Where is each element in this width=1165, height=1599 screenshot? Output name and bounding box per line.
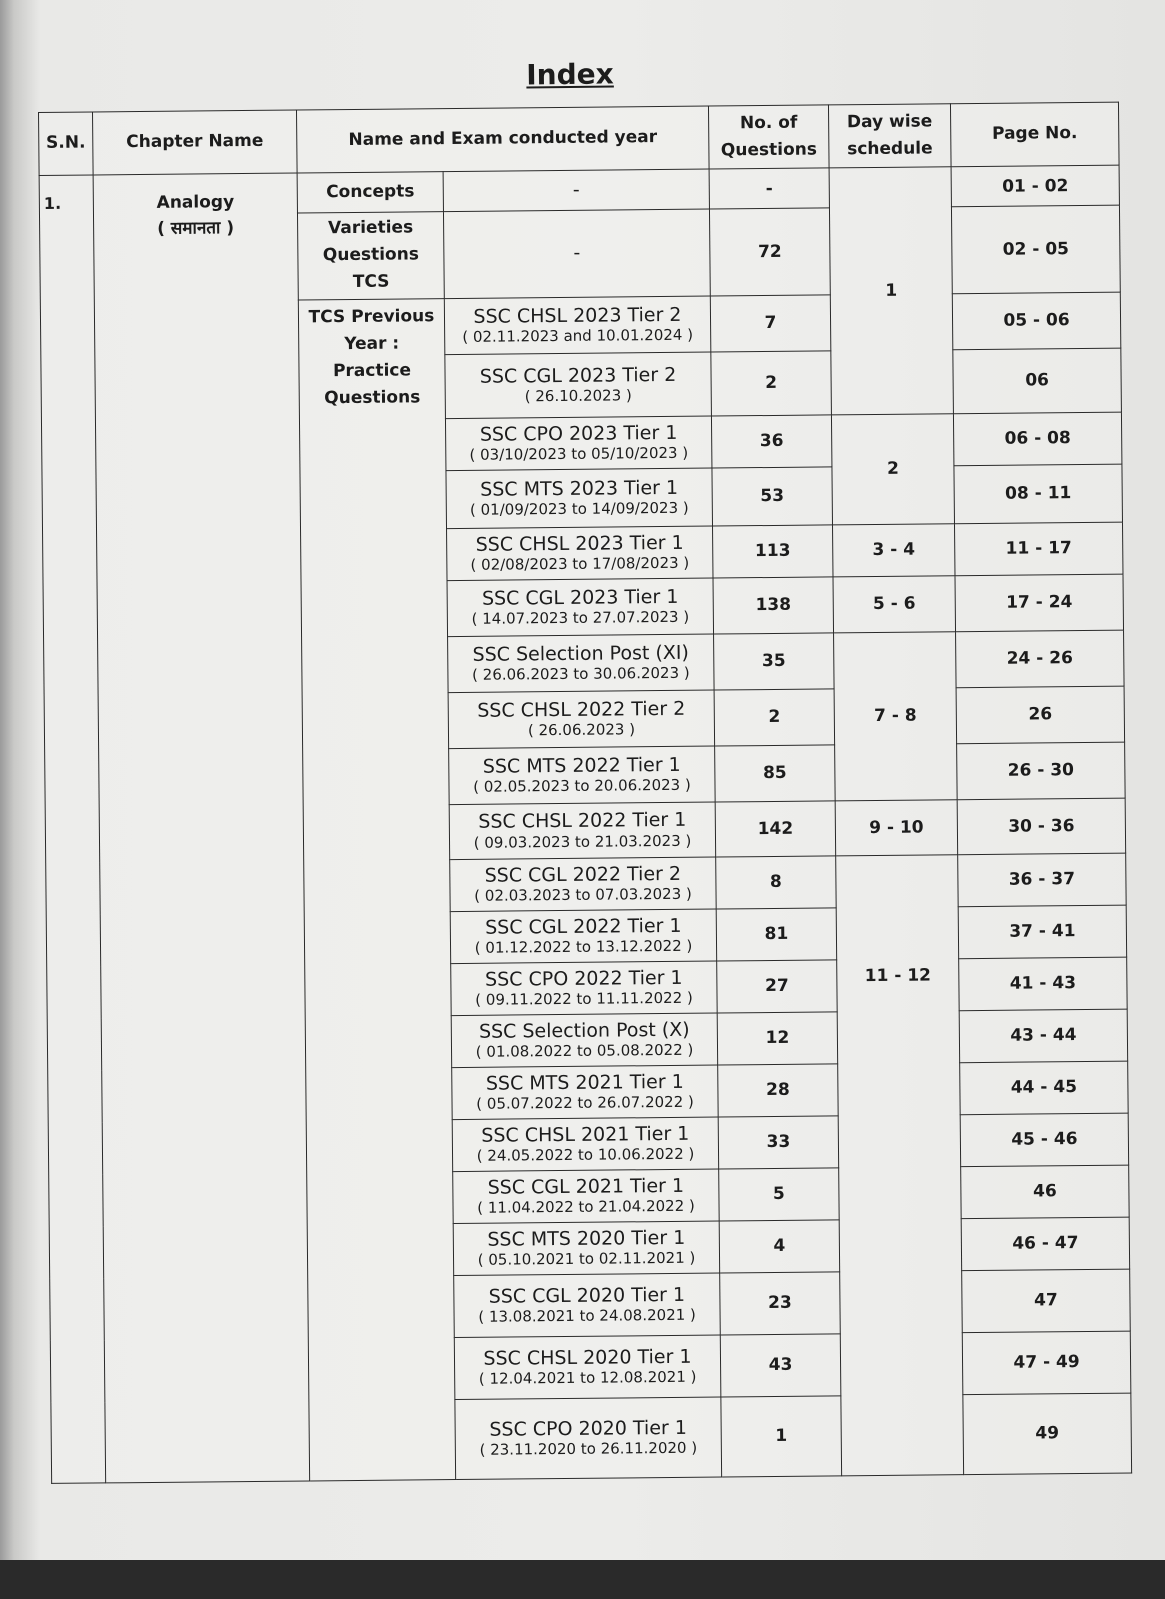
concepts-questions: - [709, 168, 829, 209]
question-count: 23 [720, 1271, 841, 1334]
header-row [39, 102, 1120, 175]
exam-dates: ( 01.12.2022 to 13.12.2022 ) [474, 937, 693, 958]
question-count: 35 [714, 632, 835, 689]
exam-dates: ( 14.07.2023 to 27.07.2023 ) [471, 608, 690, 629]
varieties-page: 02 - 05 [951, 205, 1120, 293]
exam-name: SSC CPO 2023 Tier 1 [479, 421, 678, 446]
header-questions: No. of Questions [708, 105, 829, 169]
page-number: 05 - 06 [952, 292, 1121, 350]
question-count: 4 [719, 1219, 839, 1272]
day-schedule-cell: 1 [829, 167, 953, 415]
question-count: 28 [718, 1063, 838, 1116]
question-count: 2 [711, 350, 832, 415]
exam-cell [449, 802, 716, 860]
exam-name: SSC CHSL 2020 Tier 1 [483, 1345, 692, 1370]
page-number: 06 - 08 [953, 412, 1121, 466]
page-number: 24 - 26 [956, 630, 1125, 688]
exam-dates: ( 05.10.2021 to 02.11.2021 ) [477, 1249, 696, 1270]
page-number: 49 [963, 1393, 1132, 1475]
exam-cell [453, 1169, 719, 1224]
chapter-name: Analogy [156, 192, 235, 213]
question-count: 81 [716, 907, 836, 960]
exam-cell [454, 1335, 721, 1400]
page-number: 11 - 17 [954, 522, 1122, 576]
header-chapter: Chapter Name [93, 110, 298, 175]
header-page: Page No. [950, 102, 1119, 167]
exam-cell [448, 690, 715, 749]
question-count: 43 [720, 1333, 841, 1396]
varieties-exam: - [443, 209, 710, 298]
exam-name: SSC Selection Post (X) [478, 1018, 690, 1043]
chapter-name-hindi: ( समानता ) [157, 217, 235, 239]
day-schedule-cell: 7 - 8 [834, 631, 958, 800]
exam-cell [452, 1065, 718, 1120]
exam-name: SSC MTS 2023 Tier 1 [480, 476, 679, 501]
page-title: Index [526, 57, 614, 92]
exam-dates: ( 02.03.2023 to 07.03.2023 ) [474, 885, 692, 906]
question-count: 12 [717, 1011, 837, 1064]
exam-dates: ( 11.04.2022 to 21.04.2022 ) [477, 1197, 695, 1218]
exam-cell [445, 416, 711, 471]
page-number: 47 - 49 [962, 1331, 1131, 1395]
header-exam: Name and Exam conducted year [296, 106, 709, 173]
exam-dates: ( 09.11.2022 to 11.11.2022 ) [475, 989, 693, 1010]
question-count: 27 [717, 959, 837, 1012]
exam-cell [454, 1273, 721, 1338]
question-count: 138 [713, 576, 834, 633]
section-varieties: Varieties Questions TCS [297, 212, 444, 300]
exam-cell [451, 961, 717, 1016]
section-previous-year: TCS Previous Year : Practice Questions [298, 298, 455, 1480]
exam-dates: ( 12.04.2021 to 12.08.2021 ) [478, 1368, 697, 1389]
exam-cell [449, 746, 716, 805]
exam-dates: ( 24.05.2022 to 10.06.2022 ) [476, 1145, 695, 1166]
page-number: 46 - 47 [961, 1217, 1129, 1271]
exam-cell [452, 1117, 718, 1172]
question-count: 5 [719, 1167, 839, 1220]
question-count: 7 [710, 294, 831, 351]
page-number: 46 [961, 1165, 1129, 1219]
exam-cell [447, 578, 714, 637]
exam-cell [444, 296, 711, 355]
exam-dates: ( 09.03.2023 to 21.03.2023 ) [473, 831, 692, 852]
exam-name: SSC Selection Post (XI) [472, 641, 689, 666]
exam-name: SSC MTS 2020 Tier 1 [487, 1226, 686, 1251]
page-number: 43 - 44 [959, 1009, 1127, 1063]
page-number: 45 - 46 [960, 1113, 1128, 1167]
exam-dates: ( 02/08/2023 to 17/08/2023 ) [470, 554, 690, 575]
exam-name: SSC CPO 2022 Tier 1 [485, 966, 683, 991]
exam-cell [445, 352, 712, 419]
question-count: 142 [715, 800, 836, 856]
day-schedule-cell: 3 - 4 [832, 523, 954, 576]
question-count: 85 [715, 744, 836, 801]
exam-dates: ( 23.11.2020 to 26.11.2020 ) [479, 1439, 698, 1460]
header-sn: S.N. [39, 112, 94, 176]
exam-dates: ( 05.07.2022 to 26.07.2022 ) [476, 1093, 694, 1114]
exam-cell [446, 468, 713, 529]
page-number: 36 - 37 [958, 853, 1126, 907]
page-number: 06 [953, 348, 1122, 414]
day-schedule-cell: 9 - 10 [835, 799, 958, 855]
concepts-exam: - [443, 169, 709, 212]
exam-cell [453, 1221, 719, 1276]
exam-dates: ( 26.06.2023 ) [527, 720, 636, 740]
exam-name: SSC CGL 2023 Tier 1 [481, 585, 679, 610]
exam-name: SSC CHSL 2022 Tier 2 [477, 697, 686, 722]
page-number: 47 [962, 1269, 1131, 1333]
page-number: 26 [956, 686, 1125, 744]
question-count: 33 [718, 1115, 838, 1168]
page-number: 08 - 11 [954, 464, 1123, 524]
exam-name: SSC CGL 2022 Tier 2 [484, 862, 682, 887]
exam-name: SSC MTS 2022 Tier 1 [482, 753, 681, 778]
exam-cell [447, 526, 713, 581]
exam-cell [448, 634, 715, 693]
exam-cell [451, 1013, 717, 1068]
exam-name: SSC CHSL 2021 Tier 1 [481, 1122, 690, 1147]
question-count: 2 [714, 688, 835, 745]
exam-name: SSC CGL 2023 Tier 2 [479, 363, 677, 388]
exam-dates: ( 01/09/2023 to 14/09/2023 ) [469, 499, 689, 520]
question-count: 1 [721, 1395, 842, 1476]
exam-dates: ( 02.11.2023 and 10.01.2024 ) [462, 326, 694, 347]
exam-dates: ( 01.08.2022 to 05.08.2022 ) [475, 1041, 694, 1062]
page-number: 17 - 24 [955, 574, 1124, 632]
day-schedule-cell: 11 - 12 [836, 854, 964, 1475]
exam-name: SSC CHSL 2022 Tier 1 [478, 808, 687, 833]
page-number: 30 - 36 [957, 798, 1126, 855]
exam-dates: ( 26.06.2023 to 30.06.2023 ) [472, 664, 690, 685]
chapter-name-cell [93, 173, 310, 1482]
header-day: Day wise schedule [828, 104, 951, 168]
exam-name: SSC CGL 2020 Tier 1 [488, 1283, 686, 1308]
exam-dates: ( 03/10/2023 to 05/10/2023 ) [469, 444, 689, 465]
chapter-sn: 1. [39, 175, 106, 1483]
question-count: 36 [711, 414, 831, 467]
varieties-questions: 72 [709, 208, 830, 296]
exam-dates: ( 26.10.2023 ) [524, 386, 632, 406]
exam-name: SSC CGL 2022 Tier 1 [485, 914, 682, 939]
index-table [38, 102, 1132, 1484]
concepts-page: 01 - 02 [951, 165, 1119, 207]
page-number: 41 - 43 [959, 957, 1127, 1011]
exam-name: SSC CHSL 2023 Tier 2 [473, 303, 682, 328]
exam-dates: ( 02.05.2023 to 20.06.2023 ) [473, 776, 691, 797]
exam-cell [450, 909, 716, 964]
exam-name: SSC MTS 2021 Tier 1 [485, 1070, 684, 1095]
question-count: 53 [712, 466, 833, 525]
page-number: 44 - 45 [960, 1061, 1128, 1115]
exam-dates: ( 13.08.2021 to 24.08.2021 ) [478, 1306, 696, 1327]
day-schedule-cell: 2 [831, 413, 954, 524]
page-number: 37 - 41 [958, 905, 1126, 959]
exam-name: SSC CGL 2021 Tier 1 [487, 1174, 685, 1199]
day-schedule-cell: 5 - 6 [833, 575, 956, 632]
exam-name: SSC CPO 2020 Tier 1 [489, 1416, 687, 1441]
page-bottom-edge [0, 1560, 1165, 1599]
exam-cell [450, 857, 716, 912]
exam-cell [455, 1397, 722, 1480]
exam-name: SSC CHSL 2023 Tier 1 [475, 531, 684, 556]
section-concepts: Concepts [297, 172, 443, 213]
page-number: 26 - 30 [957, 742, 1126, 800]
question-count: 113 [713, 524, 833, 577]
question-count: 8 [716, 855, 836, 908]
